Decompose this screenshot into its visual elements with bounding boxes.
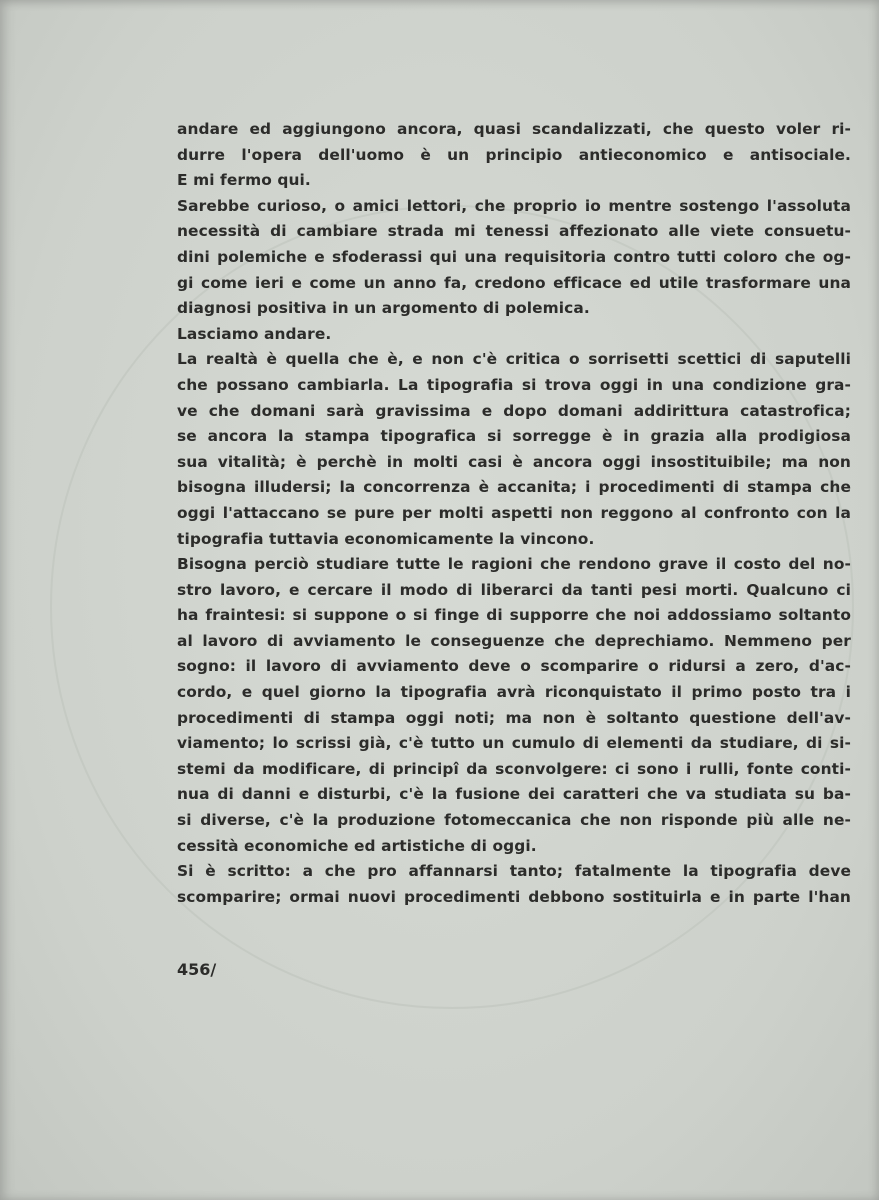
text-line: cessità economiche ed artistiche di oggi. <box>177 836 537 855</box>
text-line: E mi fermo qui. <box>177 171 311 190</box>
page-number: 456/ <box>177 960 217 979</box>
text-line: ha fraintesi: si suppone o si finge di supporre che noi addossiamo soltanto <box>177 606 851 625</box>
text-line: andare ed aggiungono ancora, quasi scandalizzati, che questo voler ri- <box>177 120 851 138</box>
body-text <box>177 117 851 910</box>
text-line: viamento; lo scrissi già, c'è tutto un cumulo di elementi da studiare, di si- <box>177 734 851 753</box>
text-line: nua di danni e disturbi, c'è la fusione dei caratteri che va studiata su ba- <box>177 785 851 804</box>
text-line: ve che domani sarà gravissima e dopo domani addirittura catastrofica; <box>177 401 851 420</box>
text-line: Bisogna perciò studiare tutte le ragioni che rendono grave il costo del no- <box>177 555 851 574</box>
text-line: Lasciamo andare. <box>177 324 332 343</box>
text-line: bisogna illudersi; la concorrenza è accanita; i procedimenti di stampa che <box>177 478 851 497</box>
text-line: che possano cambiarla. La tipografia si trova oggi in una condizione gra- <box>177 375 851 394</box>
text-line: stemi da modificare, di principî da sconvolgere: ci sono i rulli, fonte conti- <box>177 759 851 778</box>
text-line: Sarebbe curioso, o amici lettori, che proprio io mentre sostengo l'assoluta <box>177 196 851 215</box>
text-line: durre l'opera dell'uomo è un principio antieconomico e antisociale. <box>177 145 851 164</box>
text-line: sua vitalità; è perchè in molti casi è ancora oggi insostituibile; ma non <box>177 452 851 471</box>
text-line: cordo, e quel giorno la tipografia avrà riconquistato il primo posto tra i <box>177 683 851 702</box>
text-line: dini polemiche e sfoderassi qui una requisitoria contro tutti coloro che og- <box>177 247 851 266</box>
text-line: si diverse, c'è la produzione fotomeccanica che non risponde più alle ne- <box>177 811 851 830</box>
text-line: Si è scritto: a che pro affannarsi tanto; fatalmente la tipografia deve <box>177 862 851 881</box>
text-line: procedimenti di stampa oggi noti; ma non è soltanto questione dell'av- <box>177 708 851 727</box>
text-line: stro lavoro, e cercare il modo di liberarci da tanti pesi morti. Qualcuno ci <box>177 580 851 599</box>
text-line: diagnosi positiva in un argomento di polemica. <box>177 299 590 318</box>
text-line: scomparire; ormai nuovi procedimenti debbono sostituirla e in parte l'han <box>177 887 851 906</box>
text-line: al lavoro di avviamento le conseguenze che deprechiamo. Nemmeno per <box>177 631 851 650</box>
text-line: La realtà è quella che è, e non c'è critica o sorrisetti scettici di saputelli <box>177 350 851 369</box>
text-line: gi come ieri e come un anno fa, credono efficace ed utile trasformare una <box>177 273 851 292</box>
text-line: se ancora la stampa tipografica si sorregge è in grazia alla prodigiosa <box>177 427 851 446</box>
text-line: tipografia tuttavia economicamente la vincono. <box>177 529 595 548</box>
text-line: oggi l'attaccano se pure per molti aspetti non reggono al confronto con la <box>177 503 851 522</box>
text-line: sogno: il lavoro di avviamento deve o scomparire o ridursi a zero, d'ac- <box>177 657 851 676</box>
text-line: necessità di cambiare strada mi tenessi affezionato alle viete consuetu- <box>177 222 851 241</box>
